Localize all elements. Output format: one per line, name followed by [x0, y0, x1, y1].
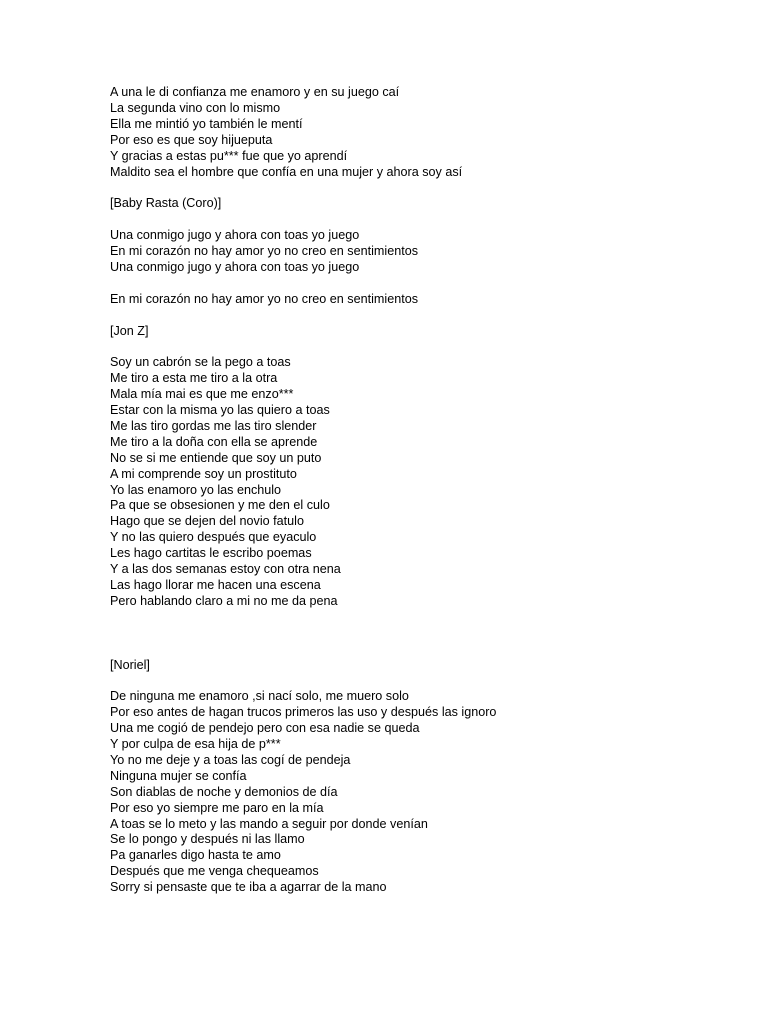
verse-noriel	[110, 689, 730, 896]
lyric-line: Y por culpa de esa hija de p***	[110, 737, 281, 752]
section-header-noriel: [Noriel]	[110, 657, 150, 672]
lyric-line: Y gracias a estas pu*** fue que yo aprendí	[110, 148, 348, 163]
lyric-line: Por eso es que soy hijueputa	[110, 132, 273, 147]
lyric-line: Me tiro a esta me tiro a la otra	[110, 371, 278, 386]
lyric-line: Se lo pongo y después ni las llamo	[110, 832, 305, 847]
blank-line	[110, 180, 730, 196]
lyric-line: A una le di confianza me enamoro y en su juego caí	[110, 85, 400, 99]
lyric-line: A toas se lo meto y las mando a seguir por donde venían	[110, 816, 428, 831]
blank-line	[110, 610, 730, 626]
lyric-line: Pa que se obsesionen y me den el culo	[110, 498, 330, 513]
lyric-line: La segunda vino con lo mismo	[110, 100, 281, 115]
lyric-line: Mala mía mai es que me enzo***	[110, 387, 294, 402]
blank-line	[110, 642, 730, 658]
lyric-line: Una conmigo jugo y ahora con toas yo juego	[110, 259, 360, 274]
lyric-line: Me tiro a la doña con ella se aprende	[110, 434, 318, 449]
lyrics-body	[110, 85, 730, 896]
verse-jonz	[110, 355, 730, 610]
lyric-line: Sorry si pensaste que te iba a agarrar de la mano	[110, 880, 387, 895]
lyric-line: Ninguna mujer se confía	[110, 768, 247, 783]
blank-line	[110, 339, 730, 355]
lyric-line: Estar con la misma yo las quiero a toas	[110, 403, 330, 418]
lyric-line: Por eso antes de hagan trucos primeros las uso y después las ignoro	[110, 705, 497, 720]
section-header-jonz: [Jon Z]	[110, 323, 149, 338]
lyric-line: Hago que se dejen del novio fatulo	[110, 514, 304, 529]
lyric-line: Son diablas de noche y demonios de día	[110, 784, 338, 799]
lyric-line: Ella me mintió yo también le mentí	[110, 116, 303, 131]
lyric-line: De ninguna me enamoro ,si nací solo, me muero solo	[110, 689, 409, 704]
lyric-line: En mi corazón no hay amor yo no creo en sentimientos	[110, 244, 419, 259]
lyric-line: Una me cogió de pendejo pero con esa nadie se queda	[110, 721, 420, 736]
lyric-line: Las hago llorar me hacen una escena	[110, 578, 321, 593]
lyric-line: Me las tiro gordas me las tiro slender	[110, 418, 317, 433]
blank-line	[110, 212, 730, 228]
lyric-line: Yo las enamoro yo las enchulo	[110, 482, 282, 497]
lyric-line: Yo no me deje y a toas las cogí de pendeja	[110, 752, 351, 767]
blank-line	[110, 276, 730, 292]
lyric-line: Y a las dos semanas estoy con otra nena	[110, 562, 341, 577]
section-header-chorus: [Baby Rasta (Coro)]	[110, 196, 222, 211]
lyric-line: A mi comprende soy un prostituto	[110, 466, 297, 481]
lyric-line: En mi corazón no hay amor yo no creo en sentimientos	[110, 291, 419, 306]
chorus-block	[110, 228, 730, 276]
lyric-line: Pero hablando claro a mi no me da pena	[110, 593, 338, 608]
lyric-line: Y no las quiero después que eyaculo	[110, 530, 317, 545]
lyric-line: Soy un cabrón se la pego a toas	[110, 355, 291, 370]
blank-line	[110, 626, 730, 642]
lyric-line: Pa ganarles digo hasta te amo	[110, 848, 281, 863]
lyric-line: Por eso yo siempre me paro en la mía	[110, 800, 324, 815]
blank-line	[110, 673, 730, 689]
lyric-line: No se si me entiende que soy un puto	[110, 450, 322, 465]
blank-line	[110, 308, 730, 324]
lyric-line: Les hago cartitas le escribo poemas	[110, 546, 312, 561]
lyric-line: Después que me venga chequeamos	[110, 864, 319, 879]
lyric-line: Maldito sea el hombre que confía en una mujer y ahora soy así	[110, 164, 463, 179]
lyric-line: Una conmigo jugo y ahora con toas yo juego	[110, 228, 360, 243]
verse-intro	[110, 85, 730, 180]
